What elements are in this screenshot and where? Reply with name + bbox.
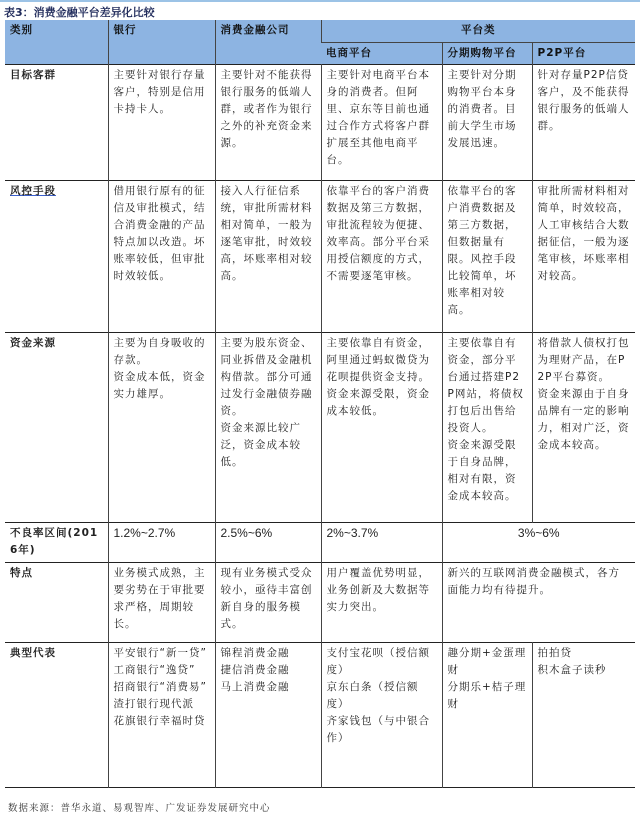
cell-consumer-finance: 2.5%~6%: [215, 522, 321, 562]
cell-installment: 主要针对分期购物平台本身的消费者。目前大学生市场发展迅速。: [442, 64, 532, 180]
row-label: 典型代表: [10, 646, 56, 659]
header-consumer-finance: 消费金融公司: [215, 20, 321, 64]
cell-ecommerce: 主要依靠自有资金，阿里通过蚂蚁微贷为花呗提供资金支持。 资金来源受限，资金成本较低。: [321, 332, 442, 522]
row-label: 不良率区间(2016年): [10, 526, 99, 556]
cell-ecommerce: 用户覆盖优势明显，业务创新及大数据等实力突出。: [321, 562, 442, 642]
comparison-table: [5, 20, 635, 788]
cell-consumer-finance: 主要为股东资金、同业拆借及金融机构借款。部分可通过发行金融债券融资。 资金来源比较广泛，资金成本较低。: [215, 332, 321, 522]
cell-p2p: 针对存量P2P信贷客户，及不能获得银行服务的低端人群。: [532, 64, 635, 180]
cell-p2p: 拍拍贷 积木盒子读秒: [532, 642, 635, 787]
cell-installment: 主要依靠自有资金，部分平台通过搭建P2P网站，将债权打包后出售给投资人。 资金来源受限于自身品牌，相对有限，资金成本较高。: [442, 332, 532, 522]
table-row-features: [5, 562, 635, 642]
table-row-funding: [5, 332, 635, 522]
row-label: 资金来源: [10, 336, 56, 349]
header-bank: 银行: [108, 20, 215, 64]
cell-p2p: 将借款人债权打包为理财产品，在P2P平台募资。 资金来源由于自身品牌有一定的影响力，相对广泛，资金成本较高。: [532, 332, 635, 522]
row-label: 目标客群: [10, 68, 56, 81]
cell-ecommerce: 支付宝花呗（授信额度） 京东白条（授信额度） 齐家钱包（与中银合作）: [321, 642, 442, 787]
row-label: 特点: [10, 566, 33, 579]
cell-ecommerce: 2%~3.7%: [321, 522, 442, 562]
cell-bank: 主要针对银行存量客户，特别是信用卡持卡人。: [108, 64, 215, 180]
data-source-note: 数据来源：普华永道、易观智库、广发证券发展研究中心: [8, 803, 271, 814]
cell-installment: 依靠平台的客户消费数据及第三方数据，但数据量有限。风控手段比较简单，坏账率相对较高。: [442, 180, 532, 332]
header-category: 类别: [5, 20, 108, 64]
cell-ecommerce: 主要针对电商平台本身的消费者。但阿里、京东等目前也通过合作方式将客户群扩展至其他电商平台。: [321, 64, 442, 180]
table-row-examples: [5, 642, 635, 787]
header-platform: 平台类: [321, 20, 635, 42]
cell-consumer-finance: 主要针对不能获得银行服务的低端人群，或者作为银行之外的补充资金来源。: [215, 64, 321, 180]
table-row-target: [5, 64, 635, 180]
header-ecommerce: 电商平台: [321, 42, 442, 64]
cell-bank: 借用银行原有的征信及审批模式，结合消费金融的产品特点加以改造。坏账率较低，但审批时效较低。: [108, 180, 215, 332]
header-installment: 分期购物平台: [442, 42, 532, 64]
cell-bank: 平安银行“新一贷” 工商银行“逸贷” 招商银行“消费易” 渣打银行现代派 花旗银行幸福时贷: [108, 642, 215, 787]
header-p2p: P2P平台: [532, 42, 635, 64]
table-title: 表3：消费金融平台差异化比较: [4, 6, 155, 19]
row-label: 风控手段: [10, 184, 56, 197]
cell-bank: 业务模式成熟，主要劣势在于审批要求严格，周期较长。: [108, 562, 215, 642]
cell-bank: 1.2%~2.7%: [108, 522, 215, 562]
cell-ecommerce: 依靠平台的客户消费数据及第三方数据，审批流程较为便捷、效率高。部分平台采用授信额度的方式，不需要逐笔审核。: [321, 180, 442, 332]
cell-platform: 3%~6%: [442, 522, 635, 562]
cell-consumer-finance: 锦程消费金融 捷信消费金融 马上消费金融: [215, 642, 321, 787]
cell-p2p: 审批所需材料相对简单，时效较高，人工审核结合大数据征信，一般为逐笔审核，坏账率相对较高。: [532, 180, 635, 332]
cell-consumer-finance: 接入人行征信系统，审批所需材料相对简单，一般为逐笔审批，时效较高，坏账率相对较高。: [215, 180, 321, 332]
table-row-risk: [5, 180, 635, 332]
cell-platform: 新兴的互联网消费金融模式，各方面能力均有待提升。: [442, 562, 635, 642]
top-border: [0, 0, 640, 2]
table-row-npl: [5, 522, 635, 562]
cell-consumer-finance: 现有业务模式受众较小，亟待丰富创新自身的服务模式。: [215, 562, 321, 642]
cell-installment: 趣分期+金蛋理财 分期乐+桔子理财: [442, 642, 532, 787]
cell-bank: 主要为自身吸收的存款。 资金成本低，资金实力雄厚。: [108, 332, 215, 522]
